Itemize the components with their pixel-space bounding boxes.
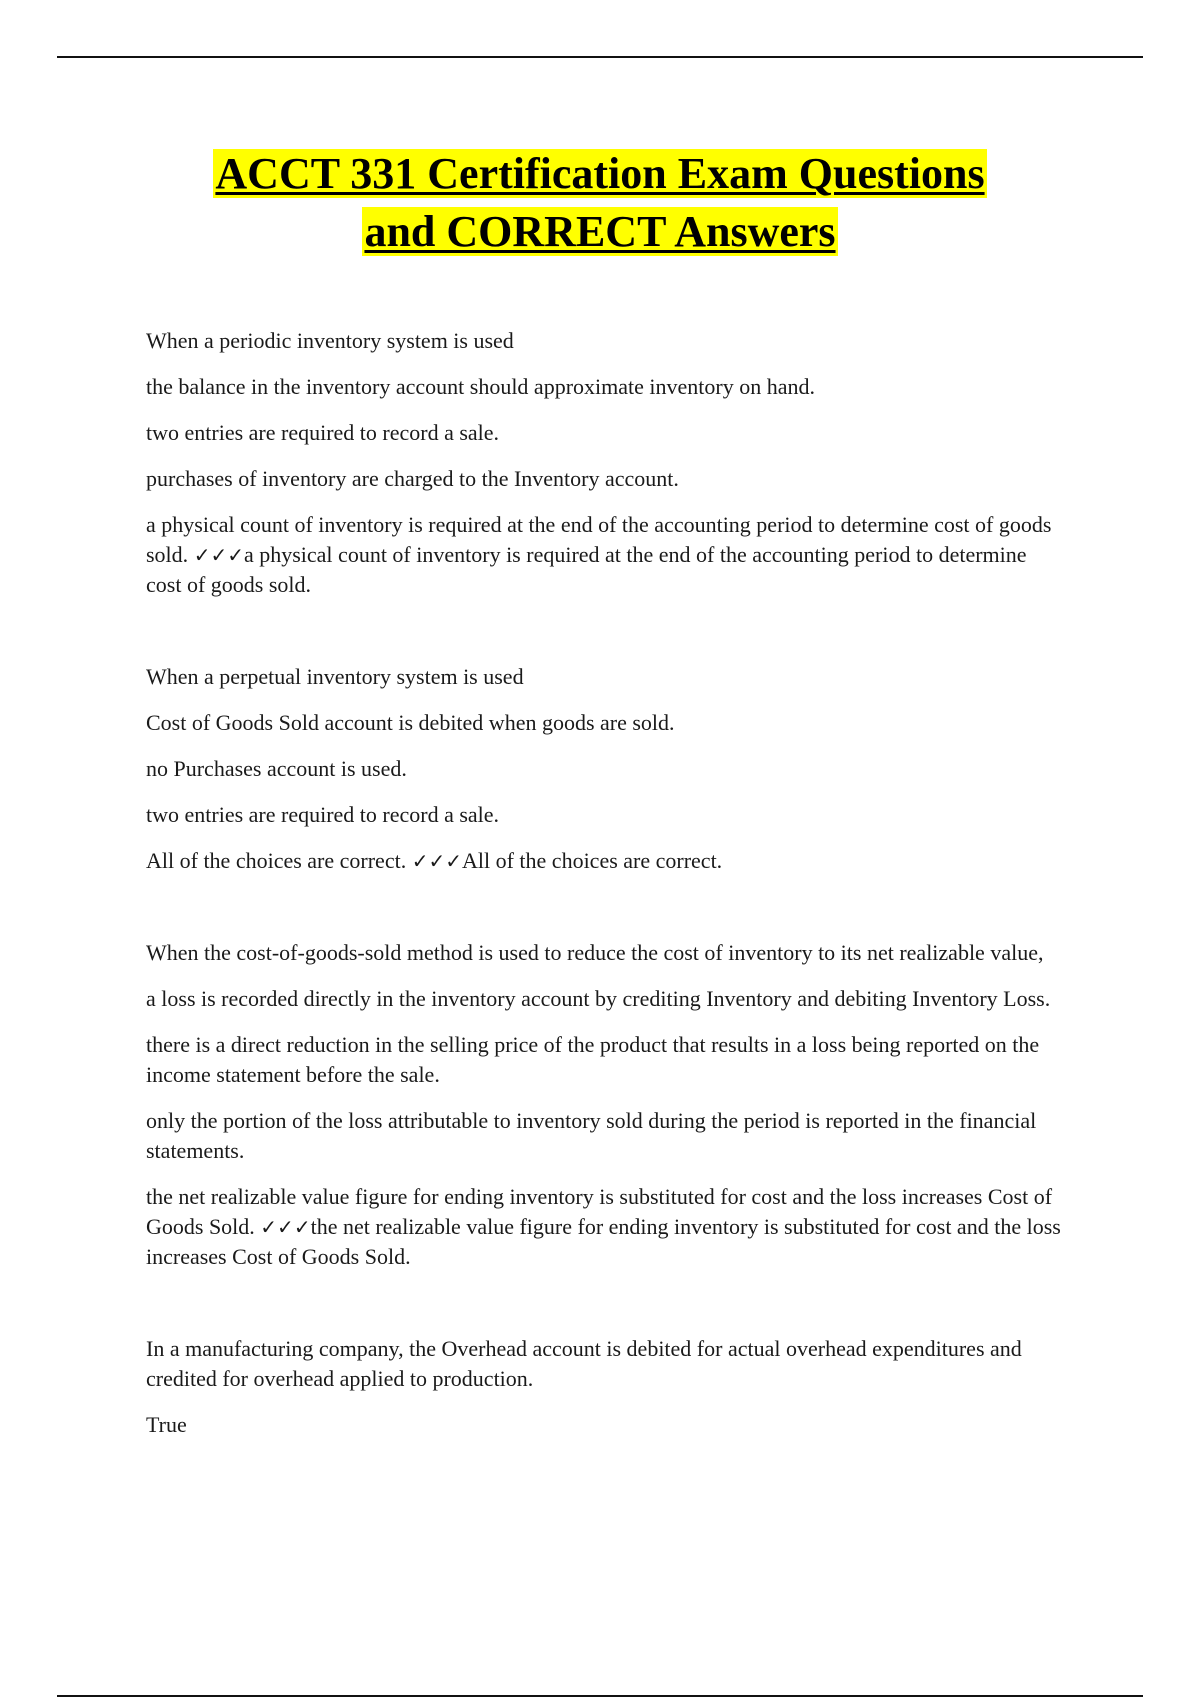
question-block-1 — [146, 326, 1066, 600]
answer-option: Cost of Goods Sold account is debited when goods are sold. — [146, 710, 675, 735]
answer-option-with-correct-answer — [146, 1182, 1066, 1272]
correct-answer: a physical count of inventory is required at the end of the accounting period to determine cost of goods sold. — [146, 542, 1027, 597]
document-title — [0, 145, 1200, 261]
question-block-4 — [146, 1334, 1066, 1440]
answer-option-text: a physical count of inventory is required at the end of the accounting period to determine cost of goods sold. — [146, 512, 1052, 567]
correct-answer: True — [146, 1412, 187, 1437]
question-block-3 — [146, 938, 1066, 1272]
question-prompt: When a perpetual inventory system is used — [146, 664, 524, 689]
correct-answer: All of the choices are correct. — [461, 848, 723, 873]
title-line-2: and CORRECT Answers — [364, 207, 836, 256]
answer-option: two entries are required to record a sale. — [146, 802, 500, 827]
checkmark-icon: ✓✓✓ — [411, 849, 462, 873]
answer-option-with-correct-answer — [146, 846, 1066, 876]
answer-option: purchases of inventory are charged to the Inventory account. — [146, 466, 679, 491]
answer-option: there is a direct reduction in the selling price of the product that results in a loss being reported on the income statement before the sale. — [146, 1032, 1040, 1087]
answer-option: the balance in the inventory account should approximate inventory on hand. — [146, 374, 815, 399]
question-prompt: In a manufacturing company, the Overhead account is debited for actual overhead expenditures and credited for overhead applied to production. — [146, 1336, 1022, 1391]
top-rule — [57, 56, 1143, 58]
answer-option: a loss is recorded directly in the inventory account by crediting Inventory and debiting Inventory Loss. — [146, 986, 1051, 1011]
title-line-1: ACCT 331 Certification Exam Questions — [215, 149, 985, 198]
checkmark-icon: ✓✓✓ — [260, 1215, 311, 1239]
bottom-rule — [57, 1695, 1143, 1697]
answer-option-text: the net realizable value figure for ending inventory is substituted for cost and the loss increases Cost of Goods Sold. — [146, 1184, 1053, 1239]
answer-option: only the portion of the loss attributable to inventory sold during the period is reported in the financial statements. — [146, 1108, 1037, 1163]
question-block-2 — [146, 662, 1066, 876]
answer-option-with-correct-answer — [146, 510, 1066, 600]
question-prompt: When the cost-of-goods-sold method is used to reduce the cost of inventory to its net realizable value, — [146, 940, 1044, 965]
answer-option-text: All of the choices are correct. — [146, 848, 407, 873]
answer-option: no Purchases account is used. — [146, 756, 407, 781]
question-prompt: When a periodic inventory system is used — [146, 328, 514, 353]
answer-option: two entries are required to record a sale. — [146, 420, 500, 445]
checkmark-icon: ✓✓✓ — [193, 543, 244, 567]
correct-answer: the net realizable value figure for ending inventory is substituted for cost and the loss increases Cost of Goods Sold. — [146, 1214, 1061, 1269]
qa-content — [146, 326, 1066, 1440]
